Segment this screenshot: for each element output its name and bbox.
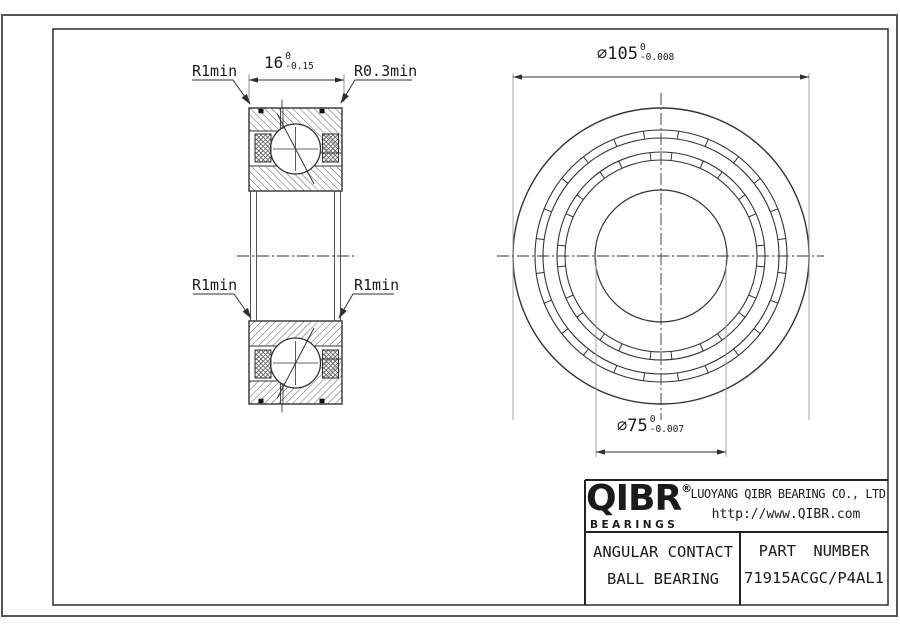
dim-105-value: ⌀105 xyxy=(597,44,638,64)
dim-16-tolerance: 0 -0.15 xyxy=(285,51,314,73)
label-r1min-left: R1min xyxy=(192,276,238,294)
company-logo xyxy=(586,478,693,519)
dim-105-tolerance: 0 -0.008 xyxy=(639,42,675,64)
company-website: http://www.QIBR.com xyxy=(711,507,861,522)
leader-r1min-right xyxy=(339,294,394,318)
registered-mark: ® xyxy=(681,482,693,495)
dimension-width-16 xyxy=(264,51,314,73)
product-name-line2: BALL BEARING xyxy=(607,570,719,588)
dim-16-value: 16 xyxy=(264,53,284,72)
dim-75-value: ⌀75 xyxy=(617,416,648,436)
leader-r1min-left xyxy=(193,294,251,318)
dimension-od-105 xyxy=(597,42,675,64)
company-name: LUOYANG QIBR BEARING CO., LTD xyxy=(690,487,886,501)
front-view xyxy=(497,93,824,420)
dimension-bore-75 xyxy=(617,414,685,436)
label-r03min: R0.3min xyxy=(354,62,418,80)
section-view xyxy=(237,100,354,413)
logo-text: QIBR xyxy=(586,478,682,519)
leader-r03min xyxy=(341,80,412,103)
dim-75-tolerance: 0 -0.007 xyxy=(649,414,685,436)
logo-tagline: BEARINGS xyxy=(590,519,679,531)
product-name-line1: ANGULAR CONTACT xyxy=(593,543,733,561)
part-number-label: PART NUMBER xyxy=(758,542,870,560)
label-r1min-top: R1min xyxy=(192,62,238,80)
leader-r1min-top xyxy=(192,80,250,104)
part-number-value: 71915ACGC/P4AL1 xyxy=(744,569,884,587)
label-r1min-right: R1min xyxy=(354,276,400,294)
